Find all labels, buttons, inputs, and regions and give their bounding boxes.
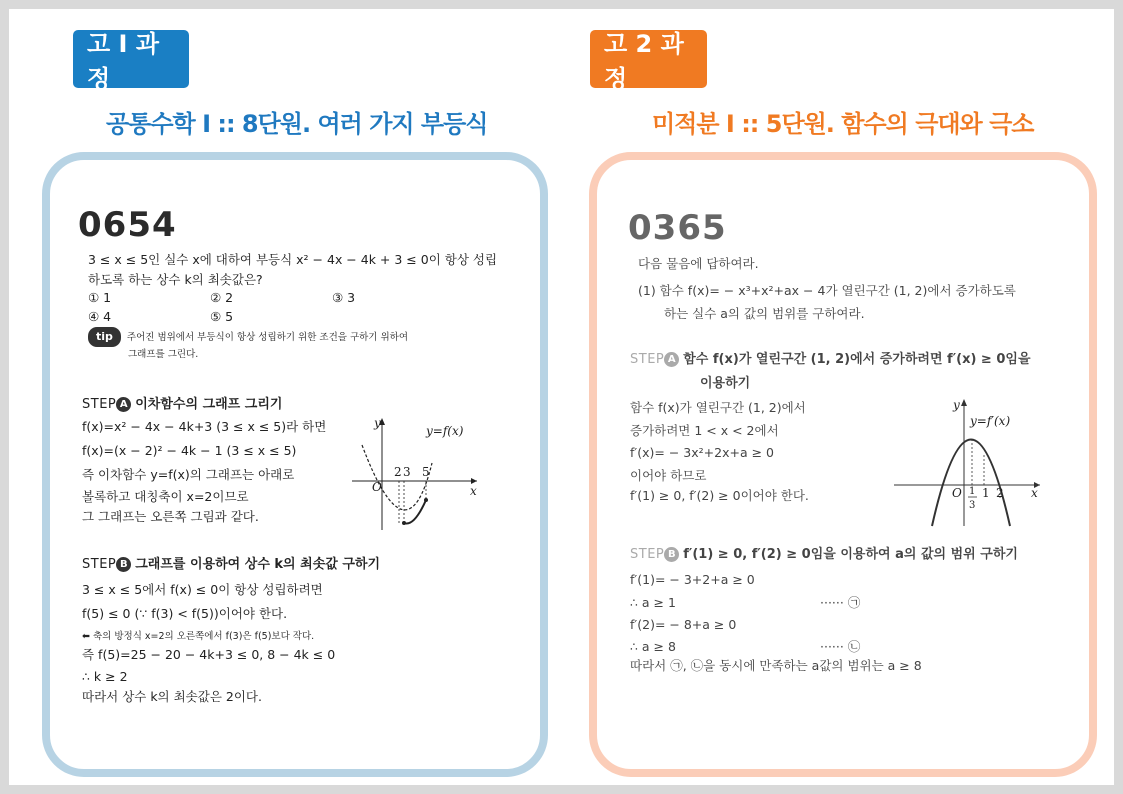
graph-tick: 5 — [422, 465, 430, 479]
question-line: 다음 물음에 답하여라. — [638, 256, 759, 271]
unit-title-left: 공통수학 I :: 8단원. 여러 가지 부등식 — [106, 110, 488, 138]
choice-2: ② 2 — [210, 290, 234, 305]
choice-1: ① 1 — [88, 290, 112, 305]
solution-line: f(x)=x² − 4x − 4k+3 (3 ≤ x ≤ 5)라 하면 — [82, 419, 327, 434]
graph-origin: O — [952, 486, 962, 500]
graph-origin: O — [372, 480, 382, 494]
derivative-parabola-graph — [894, 398, 1044, 528]
solution-line: f′(2)= − 8+a ≥ 0 — [630, 617, 737, 632]
question-line: 하는 실수 a의 값의 범위를 구하여라. — [664, 306, 865, 321]
graph-x-label: x — [1031, 486, 1038, 500]
equation-mark-1: ······ ㉠ — [820, 595, 861, 610]
graph-tick: 3 — [403, 465, 411, 479]
problem-number: 0365 — [628, 208, 727, 248]
solution-line: 따라서 ㉠, ㉡을 동시에 만족하는 a값의 범위는 a ≥ 8 — [630, 658, 922, 673]
solution-line: 증가하려면 1 < x < 2에서 — [630, 423, 779, 438]
solution-line: ∴ a ≥ 8 — [630, 639, 676, 654]
solution-line: f′(x)= − 3x²+2x+a ≥ 0 — [630, 445, 774, 460]
step-a-heading: STEP A 함수 f(x)가 열린구간 (1, 2)에서 증가하려면 f′(x) ≥ 0임을 — [630, 352, 1031, 367]
solution-line: 함수 f(x)가 열린구간 (1, 2)에서 — [630, 400, 806, 415]
right-textbook-page — [618, 198, 1078, 688]
step-b-heading: STEP B 그래프를 이용하여 상수 k의 최솟값 구하기 — [82, 557, 381, 572]
step-b-heading: STEP B f′(1) ≥ 0, f′(2) ≥ 0임을 이용하여 a의 값의 범위 구하기 — [630, 547, 1018, 562]
question-line: (1) 함수 f(x)= − x³+x²+ax − 4가 열린구간 (1, 2)에서 증가하도록 — [638, 283, 1016, 298]
graph-tick: 3 — [969, 500, 976, 511]
step-a-heading-2: 이용하기 — [700, 376, 751, 391]
unit-title-right: 미적분 I :: 5단원. 함수의 극대와 극소 — [652, 110, 1034, 138]
solution-line: 즉 이차함수 y=f(x)의 그래프는 아래로 — [82, 467, 295, 482]
solution-line: f′(1) ≥ 0, f′(2) ≥ 0이어야 한다. — [630, 488, 809, 503]
graph-tick: 2 — [996, 486, 1004, 500]
graph-tick: 2 — [394, 465, 402, 479]
course-badge-left: 고 I 과정 — [73, 30, 189, 88]
solution-line: f′(1)= − 3+2+a ≥ 0 — [630, 572, 755, 587]
solution-line: 즉 f(5)=25 − 20 − 4k+3 ≤ 0, 8 − 4k ≤ 0 — [82, 647, 336, 662]
graph-y-label: y — [374, 416, 381, 430]
solution-line: 볼록하고 대칭축이 x=2이므로 — [82, 489, 249, 504]
left-textbook-page — [70, 195, 530, 755]
equation-mark-2: ······ ㉡ — [820, 639, 861, 654]
choice-4: ④ 4 — [88, 309, 112, 324]
choice-5: ⑤ 5 — [210, 309, 234, 324]
solution-line: 이어야 하므로 — [630, 468, 707, 483]
side-note: ⬅ 축의 방정식 x=2의 오른쪽에서 f(3)은 f(5)보다 작다. — [82, 631, 315, 642]
choice-3: ③ 3 — [332, 290, 356, 305]
solution-line: 따라서 상수 k의 최솟값은 2이다. — [82, 689, 262, 704]
graph-func-label: y=f′(x) — [970, 414, 1011, 428]
solution-line: ∴ a ≥ 1 — [630, 595, 676, 610]
tip-text-2: 그래프를 그린다. — [128, 349, 199, 360]
solution-line: ∴ k ≥ 2 — [82, 669, 128, 684]
course-badge-right: 고 2 과정 — [590, 30, 707, 88]
parabola-graph — [352, 415, 482, 535]
solution-line: 그 그래프는 오른쪽 그림과 같다. — [82, 509, 259, 524]
graph-func-label: y=f(x) — [426, 424, 464, 438]
question-line: 3 ≤ x ≤ 5인 실수 x에 대하여 부등식 x² − 4x − 4k + 3 ≤ 0이 항상 성립 — [88, 252, 498, 267]
graph-tick: 1 — [982, 486, 990, 500]
tip-text: 주어진 범위에서 부등식이 항상 성립하기 위한 조건을 구하기 위하여 — [126, 332, 409, 343]
solution-line: f(5) ≤ 0 (∵ f(3) < f(5))이어야 한다. — [82, 606, 288, 621]
solution-line: 3 ≤ x ≤ 5에서 f(x) ≤ 0이 항상 성립하려면 — [82, 582, 323, 597]
question-line: 하도록 하는 상수 k의 최솟값은? — [88, 272, 263, 287]
tip-badge: tip — [88, 327, 121, 347]
solution-line: f(x)=(x − 2)² − 4k − 1 (3 ≤ x ≤ 5) — [82, 443, 297, 458]
graph-tick: 1 — [969, 486, 976, 497]
graph-x-label: x — [470, 484, 477, 498]
problem-number: 0654 — [78, 205, 177, 245]
graph-y-label: y — [953, 398, 960, 412]
step-a-heading: STEP A 이차함수의 그래프 그리기 — [82, 397, 283, 412]
